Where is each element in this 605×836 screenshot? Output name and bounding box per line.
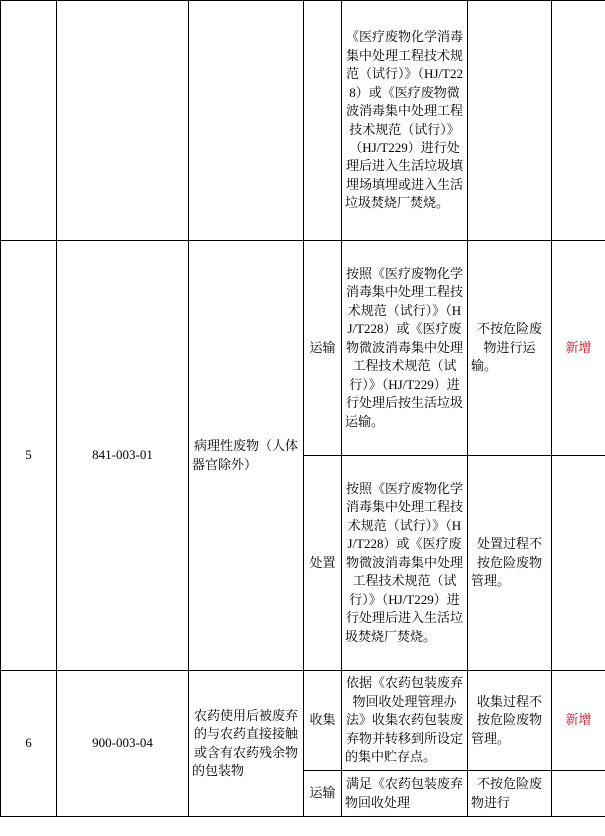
cell-name (189, 1, 304, 241)
cell-tag: 新增 (552, 241, 605, 456)
cell-code: 841-003-01 (57, 241, 189, 671)
cell-note: 收集过程不按危险废物管理。 (468, 671, 552, 771)
cell-name: 农药使用后被废弃的与农药直接接触或含有农药残余物的包装物 (189, 671, 304, 817)
cell-no: 5 (1, 241, 57, 671)
cell-note (468, 1, 552, 241)
cell-tag: 新增 (552, 671, 605, 771)
table-row (1, 1, 605, 241)
cell-note: 处置过程不按危险废物管理。 (468, 456, 552, 671)
cell-activity (304, 1, 342, 241)
cell-requirement: 《医疗废物化学消毒集中处理工程技术规范（试行）》（HJ/T228）或《医疗废物微波消毒集中处理工程技术规范（试行）》（HJ/T229）进行处理后进入生活垃圾填埋场填埋或进入生活垃圾焚烧厂焚烧。 (342, 1, 468, 241)
cell-tag (552, 1, 605, 241)
cell-activity: 运输 (304, 771, 342, 817)
cell-no: 6 (1, 671, 57, 817)
cell-name: 病理性废物（人体器官除外） (189, 241, 304, 671)
table-row (1, 241, 605, 456)
cell-requirement: 按照《医疗废物化学消毒集中处理工程技术规范（试行）》（HJ/T228）或《医疗废物微波消毒集中处理工程技术规范（试行）》（HJ/T229）进行处理后进入生活垃圾焚烧厂焚烧。 (342, 456, 468, 671)
cell-requirement: 依据《农药包装废弃物回收处理管理办法》收集农药包装废弃物并转移到所设定的集中贮存点。 (342, 671, 468, 771)
cell-activity: 运输 (304, 241, 342, 456)
cell-requirement: 按照《医疗废物化学消毒集中处理工程技术规范（试行）》（HJ/T228）或《医疗废物微波消毒集中处理工程技术规范（试行）》（HJ/T229）进行处理后按生活垃圾运输。 (342, 241, 468, 456)
cell-code (57, 1, 189, 241)
cell-activity: 处置 (304, 456, 342, 671)
cell-requirement: 满足《农药包装废弃物回收处理 (342, 771, 468, 817)
cell-code: 900-003-04 (57, 671, 189, 817)
cell-tag (552, 456, 605, 671)
cell-no (1, 1, 57, 241)
cell-tag (552, 771, 605, 817)
cell-activity: 收集 (304, 671, 342, 771)
table-row (1, 671, 605, 771)
cell-note: 不按危险废物进行 (468, 771, 552, 817)
cell-note: 不按危险废物进行运输。 (468, 241, 552, 456)
